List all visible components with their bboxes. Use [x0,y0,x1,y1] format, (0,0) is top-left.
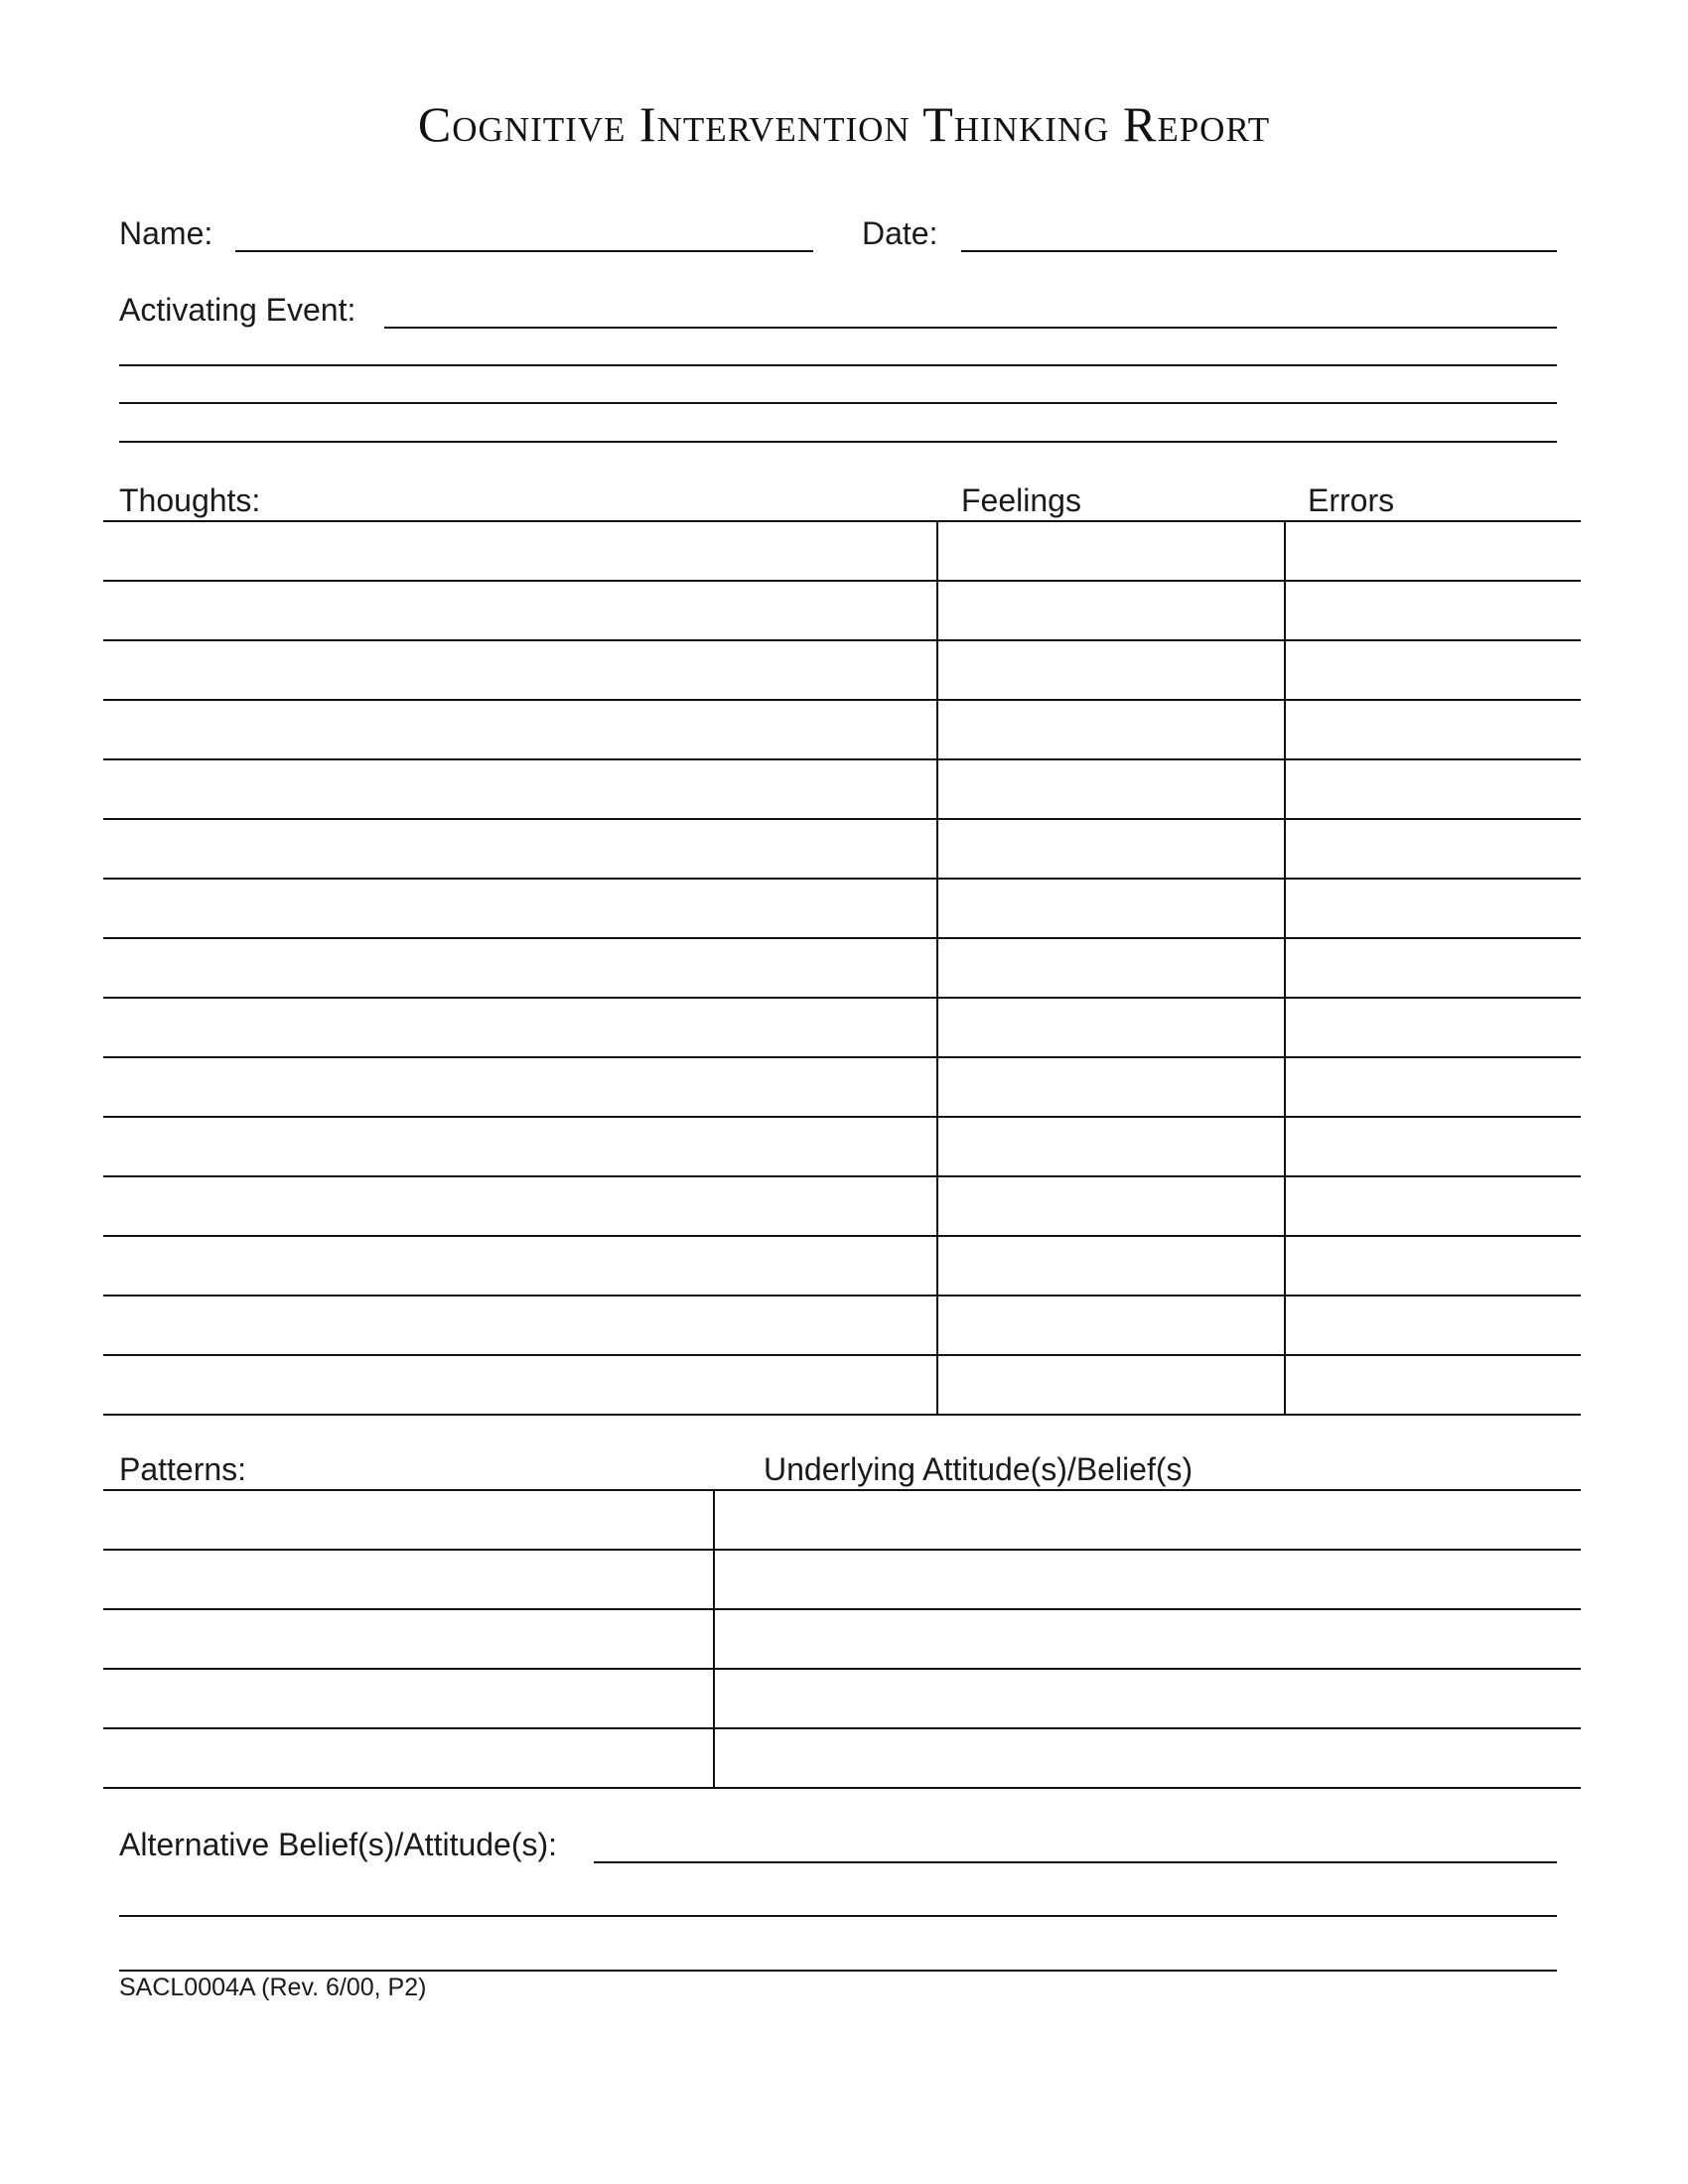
thoughts-cell[interactable] [937,1057,1285,1117]
thoughts-cell[interactable] [1285,1176,1581,1236]
thoughts-cell[interactable] [937,759,1285,819]
thoughts-cell[interactable] [103,1296,937,1355]
thoughts-cell[interactable] [1285,759,1581,819]
feelings-header: Feelings [961,482,1081,518]
errors-header: Errors [1308,482,1395,518]
date-field[interactable] [961,250,1557,252]
form-code: SACL0004A (Rev. 6/00, P2) [119,1974,427,2001]
thoughts-cell[interactable] [937,819,1285,879]
alternative-beliefs-line-2[interactable] [119,1915,1557,1917]
thoughts-cell[interactable] [103,1117,937,1176]
thoughts-row [103,640,1581,700]
thoughts-cell[interactable] [1285,1057,1581,1117]
thoughts-cell[interactable] [103,581,937,640]
underlying-beliefs-header: Underlying Attitude(s)/Belief(s) [764,1451,1194,1487]
thoughts-cell[interactable] [103,640,937,700]
thoughts-cell[interactable] [103,1355,937,1415]
thoughts-cell[interactable] [103,759,937,819]
thoughts-cell[interactable] [1285,938,1581,998]
activating-event-line-4[interactable] [119,441,1557,443]
patterns-cell[interactable] [714,1609,1581,1669]
thoughts-cell[interactable] [1285,581,1581,640]
thoughts-cell[interactable] [103,1057,937,1117]
thoughts-header: Thoughts: [119,482,261,518]
thoughts-cell[interactable] [103,521,937,581]
patterns-cell[interactable] [103,1728,714,1788]
patterns-row [103,1669,1581,1728]
patterns-row [103,1550,1581,1609]
patterns-cell[interactable] [103,1609,714,1669]
thoughts-row [103,938,1581,998]
activating-event-line-3[interactable] [119,402,1557,404]
thoughts-cell[interactable] [937,879,1285,938]
thoughts-cell[interactable] [103,700,937,759]
thoughts-cell[interactable] [937,700,1285,759]
thoughts-cell[interactable] [937,998,1285,1057]
patterns-cell[interactable] [103,1550,714,1609]
thoughts-cell[interactable] [1285,521,1581,581]
name-label: Name: [119,215,213,251]
patterns-table [103,1489,1581,1789]
thoughts-cell[interactable] [1285,700,1581,759]
page-title: Cognitive Intervention Thinking Report [417,96,1271,152]
alternative-beliefs-line-3[interactable] [119,1970,1557,1972]
thoughts-cell[interactable] [937,938,1285,998]
thoughts-row [103,759,1581,819]
thoughts-cell[interactable] [1285,1296,1581,1355]
thoughts-row [103,700,1581,759]
patterns-row [103,1609,1581,1669]
thoughts-cell[interactable] [103,879,937,938]
thoughts-row [103,521,1581,581]
thoughts-cell[interactable] [937,1236,1285,1296]
activating-event-field[interactable] [384,327,1557,329]
thoughts-row [103,1355,1581,1415]
name-field[interactable] [235,250,813,252]
thoughts-table [103,520,1581,1416]
thoughts-cell[interactable] [1285,640,1581,700]
patterns-cell[interactable] [103,1490,714,1550]
thoughts-cell[interactable] [103,1236,937,1296]
thoughts-cell[interactable] [937,1355,1285,1415]
thoughts-cell[interactable] [1285,1117,1581,1176]
thoughts-row [103,879,1581,938]
patterns-header: Patterns: [119,1451,247,1487]
thoughts-row [103,1236,1581,1296]
activating-event-label: Activating Event: [119,292,356,328]
patterns-cell[interactable] [714,1550,1581,1609]
thoughts-cell[interactable] [103,938,937,998]
patterns-cell[interactable] [714,1490,1581,1550]
thoughts-row [103,1176,1581,1236]
thoughts-cell[interactable] [1285,998,1581,1057]
patterns-cell[interactable] [103,1669,714,1728]
patterns-row [103,1490,1581,1550]
thoughts-row [103,1296,1581,1355]
thoughts-cell[interactable] [937,1176,1285,1236]
thoughts-cell[interactable] [937,640,1285,700]
thoughts-cell[interactable] [103,1176,937,1236]
thoughts-row [103,819,1581,879]
thoughts-cell[interactable] [1285,1236,1581,1296]
thoughts-row [103,581,1581,640]
thoughts-cell[interactable] [937,581,1285,640]
thoughts-row [103,1057,1581,1117]
thoughts-cell[interactable] [1285,1355,1581,1415]
date-label: Date: [862,215,938,251]
alternative-beliefs-field[interactable] [594,1861,1557,1863]
alternative-beliefs-label: Alternative Belief(s)/Attitude(s): [119,1827,558,1862]
patterns-row [103,1728,1581,1788]
thoughts-cell[interactable] [937,1296,1285,1355]
patterns-cell[interactable] [714,1669,1581,1728]
activating-event-line-2[interactable] [119,364,1557,366]
thoughts-cell[interactable] [1285,879,1581,938]
patterns-cell[interactable] [714,1728,1581,1788]
thoughts-cell[interactable] [937,521,1285,581]
thoughts-cell[interactable] [103,819,937,879]
thoughts-cell[interactable] [937,1117,1285,1176]
thoughts-row [103,998,1581,1057]
thoughts-row [103,1117,1581,1176]
thoughts-cell[interactable] [1285,819,1581,879]
thoughts-cell[interactable] [103,998,937,1057]
